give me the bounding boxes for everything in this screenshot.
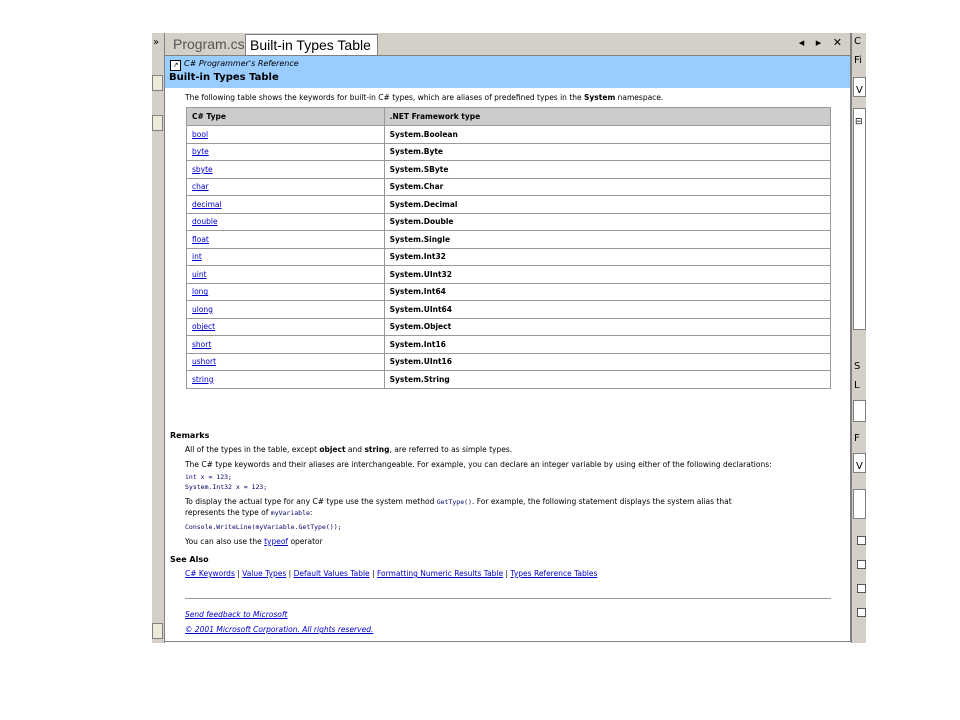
csharp-type-cell — [187, 283, 385, 301]
table-row — [187, 196, 831, 214]
framework-type-cell: System.Single — [384, 231, 830, 249]
see-also-heading: See Also — [170, 555, 209, 564]
remarks-heading: Remarks — [170, 431, 210, 440]
csharp-type-cell — [187, 266, 385, 284]
table-row — [187, 318, 831, 336]
framework-type-cell: System.Decimal — [384, 196, 830, 214]
intro-paragraph: The following table shows the keywords for built-in C# types, which are aliases of predefined types in the System namespace. — [185, 93, 664, 102]
framework-type-cell: System.UInt16 — [384, 353, 830, 371]
see-also-link-csharp-keywords[interactable]: C# Keywords — [185, 569, 235, 578]
expand-icon[interactable]: ⊟ — [855, 117, 863, 127]
topic-banner — [165, 56, 850, 88]
framework-type-cell: System.UInt32 — [384, 266, 830, 284]
csharp-type-cell — [187, 178, 385, 196]
code-sample-3: Console.WriteLine(myVariable.GetType()); — [185, 523, 342, 531]
csharp-type-cell — [187, 213, 385, 231]
type-keyword-link[interactable]: byte — [192, 147, 209, 157]
typeof-link[interactable]: typeof — [264, 537, 289, 546]
left-strip-button[interactable] — [152, 115, 163, 131]
table-row — [187, 231, 831, 249]
remarks-paragraph-1: All of the types in the table, except object and string, are referred to as simple types. — [185, 445, 513, 454]
document-tab-bar — [165, 33, 850, 56]
tab-built-in-types-table[interactable]: Built-in Types Table — [245, 34, 378, 55]
panel-dropdown[interactable]: V — [853, 453, 866, 473]
footer-divider — [185, 598, 831, 599]
link-separator: | — [369, 569, 377, 578]
panel-label: F — [854, 433, 860, 444]
sync-toc-icon[interactable]: ↗ — [170, 60, 181, 71]
chevron-icon[interactable]: » — [153, 37, 160, 48]
copyright-link[interactable]: © 2001 Microsoft Corporation. All rights reserved. — [185, 625, 374, 634]
type-keyword-link[interactable]: ushort — [192, 357, 217, 367]
table-row — [187, 371, 831, 389]
table-row — [187, 213, 831, 231]
table-row — [187, 143, 831, 161]
table-row — [187, 126, 831, 144]
csharp-type-cell — [187, 248, 385, 266]
remarks-paragraph-4: You can also use the typeof operator — [185, 537, 323, 546]
copyright-row — [185, 625, 373, 634]
table-row — [187, 248, 831, 266]
framework-type-cell: System.Int32 — [384, 248, 830, 266]
framework-type-cell: System.String — [384, 371, 830, 389]
remarks-paragraph-3-cont: represents the type of myVariable: — [185, 508, 313, 517]
framework-type-cell: System.Int16 — [384, 336, 830, 354]
table-row — [187, 353, 831, 371]
send-feedback-link[interactable]: Send feedback to Microsoft — [185, 610, 288, 619]
panel-checkbox[interactable] — [857, 584, 866, 593]
type-keyword-link[interactable]: char — [192, 182, 209, 192]
table-row — [187, 266, 831, 284]
type-keyword-link[interactable]: decimal — [192, 199, 222, 209]
type-keyword-link[interactable]: int — [192, 252, 202, 262]
panel-label: C — [854, 36, 861, 47]
table-row — [187, 336, 831, 354]
framework-type-cell: System.Object — [384, 318, 830, 336]
type-keyword-link[interactable]: object — [192, 322, 216, 332]
type-keyword-link[interactable]: bool — [192, 129, 209, 139]
csharp-type-cell — [187, 143, 385, 161]
breadcrumb: C# Programmer's Reference — [184, 59, 299, 68]
panel-checkbox[interactable] — [857, 608, 866, 617]
built-in-types-table — [186, 107, 831, 389]
type-keyword-link[interactable]: sbyte — [192, 164, 213, 174]
csharp-type-cell — [187, 301, 385, 319]
link-separator: | — [286, 569, 294, 578]
type-keyword-link[interactable]: ulong — [192, 304, 213, 314]
framework-type-cell: System.SByte — [384, 161, 830, 179]
tab-scroll-close-controls[interactable]: ◂ ▸ ✕ — [798, 36, 846, 49]
csharp-type-cell — [187, 371, 385, 389]
type-keyword-link[interactable]: long — [192, 287, 209, 297]
type-keyword-link[interactable]: uint — [192, 269, 207, 279]
panel-tree-view[interactable] — [853, 108, 866, 330]
column-header-csharp-type: C# Type — [187, 108, 385, 126]
framework-type-cell: System.Int64 — [384, 283, 830, 301]
right-tool-panel — [851, 33, 866, 643]
csharp-type-cell — [187, 336, 385, 354]
see-also-link-types-reference[interactable]: Types Reference Tables — [510, 569, 598, 578]
panel-dropdown[interactable]: V — [853, 77, 866, 97]
type-keyword-link[interactable]: double — [192, 217, 218, 227]
link-separator: | — [503, 569, 511, 578]
type-keyword-link[interactable]: string — [192, 374, 214, 384]
code-sample-1: int x = 123; — [185, 473, 232, 481]
help-document-window — [164, 33, 851, 642]
code-sample-2: System.Int32 x = 123; — [185, 483, 268, 491]
panel-label: S — [854, 361, 861, 372]
csharp-type-cell — [187, 318, 385, 336]
framework-type-cell: System.Byte — [384, 143, 830, 161]
framework-type-cell: System.Char — [384, 178, 830, 196]
left-strip-button[interactable] — [152, 75, 163, 91]
table-row — [187, 283, 831, 301]
panel-checkbox[interactable] — [857, 560, 866, 569]
csharp-type-cell — [187, 231, 385, 249]
table-row — [187, 301, 831, 319]
panel-input[interactable] — [853, 400, 866, 422]
csharp-type-cell — [187, 353, 385, 371]
feedback-link-row — [185, 610, 287, 619]
csharp-type-cell — [187, 196, 385, 214]
remarks-paragraph-2: The C# type keywords and their aliases are interchangeable. For example, you can declare an integer variable by using either of the following declarations: — [185, 460, 772, 469]
panel-button[interactable] — [853, 489, 866, 519]
remarks-paragraph-3: To display the actual type for any C# type use the system method GetType(). For example, the following statement displays the system alias that — [185, 497, 732, 506]
type-keyword-link[interactable]: short — [192, 339, 212, 349]
page-title: Built-in Types Table — [169, 72, 279, 83]
table-row — [187, 161, 831, 179]
table-header-row — [187, 108, 831, 126]
csharp-type-cell — [187, 126, 385, 144]
csharp-type-cell — [187, 161, 385, 179]
see-also-links — [185, 569, 597, 578]
panel-checkbox[interactable] — [857, 536, 866, 545]
left-strip-button[interactable] — [152, 623, 163, 639]
see-also-link-value-types[interactable]: Value Types — [242, 569, 287, 578]
framework-type-cell: System.Boolean — [384, 126, 830, 144]
panel-label: L — [854, 380, 860, 391]
type-keyword-link[interactable]: float — [192, 234, 209, 244]
see-also-link-default-values[interactable]: Default Values Table — [293, 569, 370, 578]
framework-type-cell: System.UInt64 — [384, 301, 830, 319]
link-separator: | — [234, 569, 243, 578]
see-also-link-formatting-numeric[interactable]: Formatting Numeric Results Table — [376, 569, 504, 578]
panel-label: Fi — [854, 55, 862, 66]
column-header-framework-type: .NET Framework type — [384, 108, 830, 126]
table-row — [187, 178, 831, 196]
framework-type-cell: System.Double — [384, 213, 830, 231]
tab-program-cs[interactable]: Program.cs — [173, 36, 245, 52]
